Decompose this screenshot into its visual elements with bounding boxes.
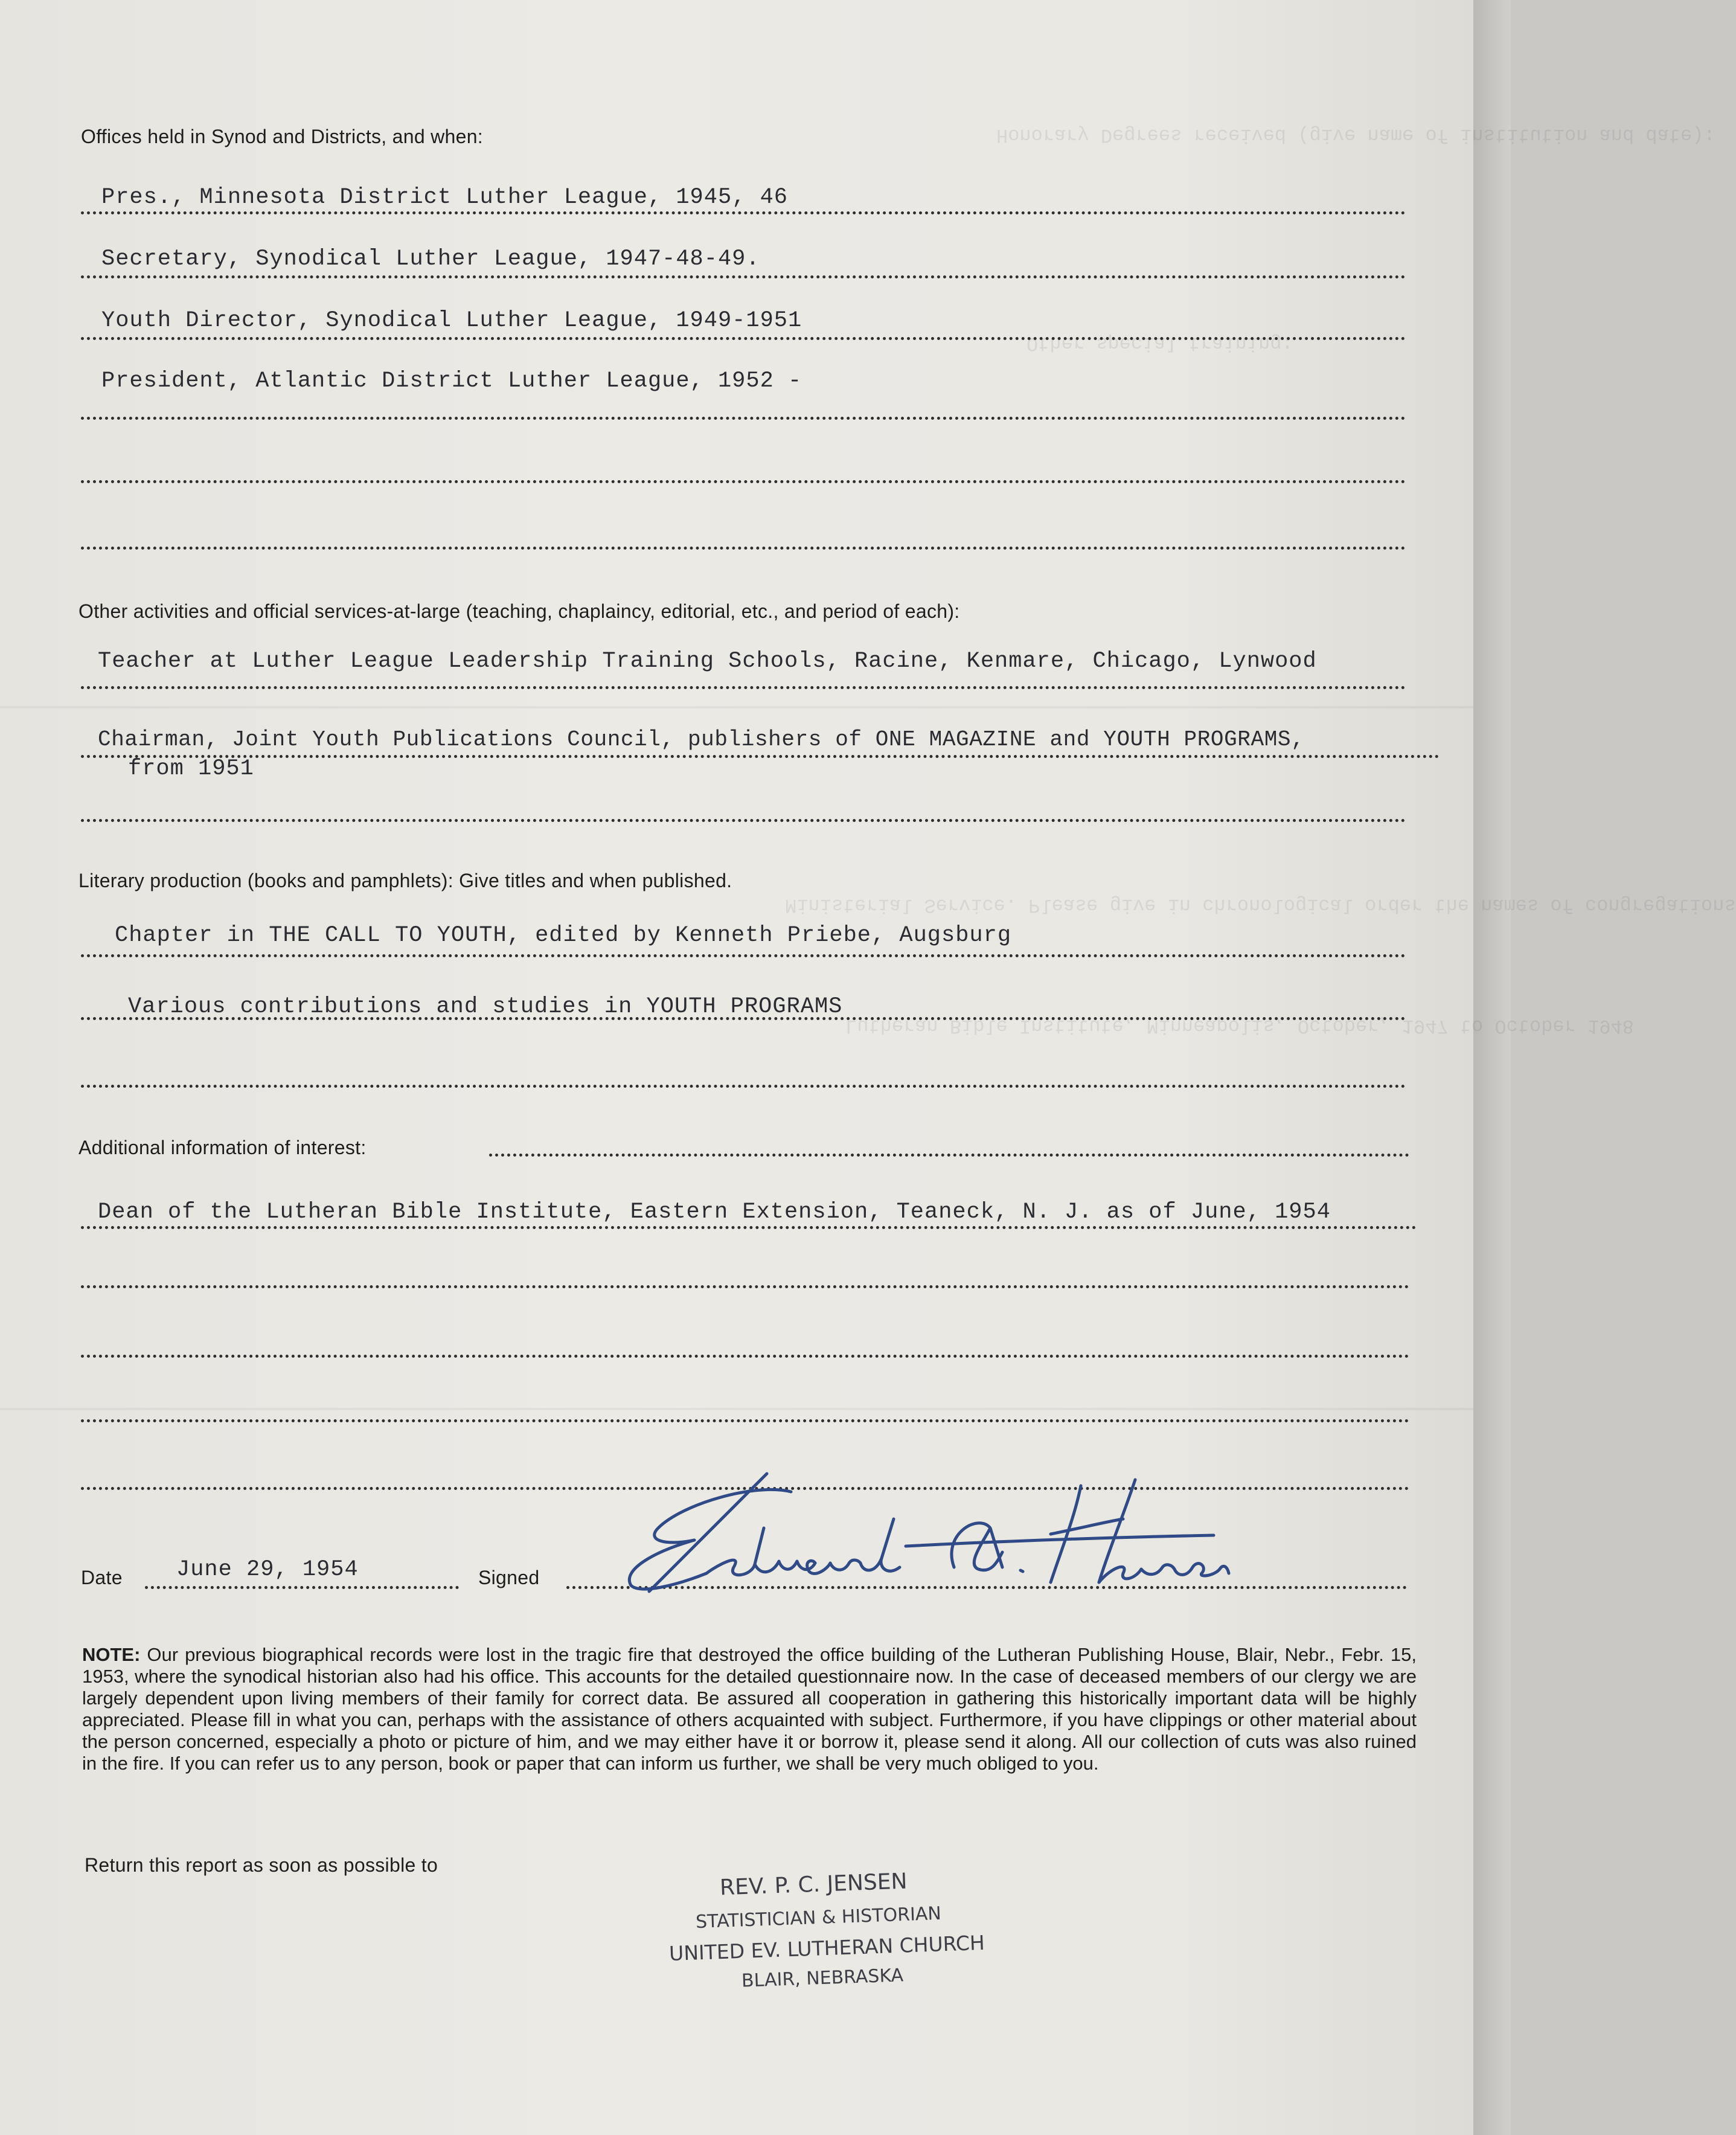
literary-entry: Chapter in THE CALL TO YOUTH, edited by Kenneth Priebe, Augsburg	[115, 923, 1012, 948]
answer-line	[81, 417, 1406, 420]
activity-entry: Teacher at Luther League Leadership Training Schools, Racine, Kenmare, Chicago, Lynwood	[98, 649, 1317, 674]
date-value: June 29, 1954	[176, 1557, 359, 1582]
literary-entry: Various contributions and studies in YOUTH PROGRAMS	[128, 994, 843, 1019]
literary-label: Literary production (books and pamphlets): Give titles and when published.	[78, 870, 732, 891]
answer-line	[81, 954, 1406, 957]
answer-line	[81, 275, 1406, 278]
show-through-text: Other special training:	[1027, 332, 1293, 355]
signed-label: Signed	[478, 1567, 540, 1588]
note-paragraph	[82, 1644, 1417, 1774]
answer-line	[81, 1285, 1409, 1288]
note-heading: NOTE:	[82, 1644, 141, 1665]
handwritten-signature	[604, 1462, 1238, 1594]
office-entry: Pres., Minnesota District Luther League, 1945, 46	[101, 185, 788, 210]
offices-label: Offices held in Synod and Districts, and when:	[81, 126, 484, 147]
date-line	[145, 1586, 459, 1589]
answer-line	[81, 337, 1406, 340]
additional-entry: Dean of the Lutheran Bible Institute, Eastern Extension, Teaneck, N. J. as of June, 1954	[98, 1199, 1331, 1225]
answer-line	[489, 1154, 1409, 1157]
office-entry: President, Atlantic District Luther League, 1952 -	[101, 368, 802, 394]
additional-label: Additional information of interest:	[78, 1137, 367, 1158]
fold-crease	[0, 705, 1473, 709]
answer-line	[81, 686, 1406, 689]
return-label: Return this report as soon as possible to	[85, 1854, 438, 1876]
answer-line	[81, 1419, 1409, 1422]
answer-line	[81, 547, 1406, 550]
answer-line	[81, 1355, 1409, 1358]
stamp-line: REV. P. C. JENSEN	[719, 1869, 908, 1901]
note-text: Our previous biographical records were lost in the tragic fire that destroyed the office building of the Lutheran Publishing House, Blair, Nebr., Febr. 15, 1953, where the synodical historian also had his office. This accounts for the detailed questionnaire now. In the case of deceased members of our clergy we are largely dependent upon living members of their family for correct data. Be assured all cooperation in gathering this historically important data will be highly appreciated. Please fill in what you can, perhaps with the assistance of others acquainted with subject. Furthermore, if you have clippings or other material about the person concerned, especially a photo or picture of him, and we may either have it or borrow it, please send it along. All our collection of cuts was also ruined in the fire. If you can refer us to any person, book or paper that can inform us further, we shall be very much obliged to you.	[82, 1644, 1417, 1774]
activity-entry: from 1951	[128, 756, 254, 782]
fold-crease	[0, 1407, 1473, 1411]
answer-line	[81, 1226, 1417, 1229]
show-through-text: Honorary Degrees received (give name of institution and date):	[996, 124, 1715, 146]
answer-line	[81, 819, 1406, 822]
answer-line	[81, 755, 1440, 758]
date-label: Date	[81, 1567, 123, 1588]
activity-entry: Chairman, Joint Youth Publications Council, publishers of ONE MAGAZINE and YOUTH PROGRAMS,	[98, 727, 1305, 752]
answer-line	[81, 1085, 1406, 1088]
office-entry: Secretary, Synodical Luther League, 1947-48-49.	[101, 246, 760, 272]
stamp-line: BLAIR, NEBRASKA	[741, 1965, 904, 1992]
stamp-line: STATISTICIAN & HISTORIAN	[695, 1902, 942, 1933]
answer-line	[81, 211, 1406, 214]
answer-line	[81, 480, 1406, 483]
show-through-text: Ministerial Service. Please give in chronological order the names of congregations	[785, 894, 1736, 916]
office-entry: Youth Director, Synodical Luther League, 1949-1951	[101, 308, 802, 333]
paper-edge	[1473, 0, 1511, 2135]
activities-label: Other activities and official services-at-large (teaching, chaplaincy, editorial, etc., and period of each):	[78, 600, 960, 622]
stamp-line: UNITED EV. LUTHERAN CHURCH	[668, 1930, 985, 1966]
show-through-text: Lutheran Bible Institute, Minneapolis, October, 1947 to October 1948	[845, 1015, 1634, 1037]
